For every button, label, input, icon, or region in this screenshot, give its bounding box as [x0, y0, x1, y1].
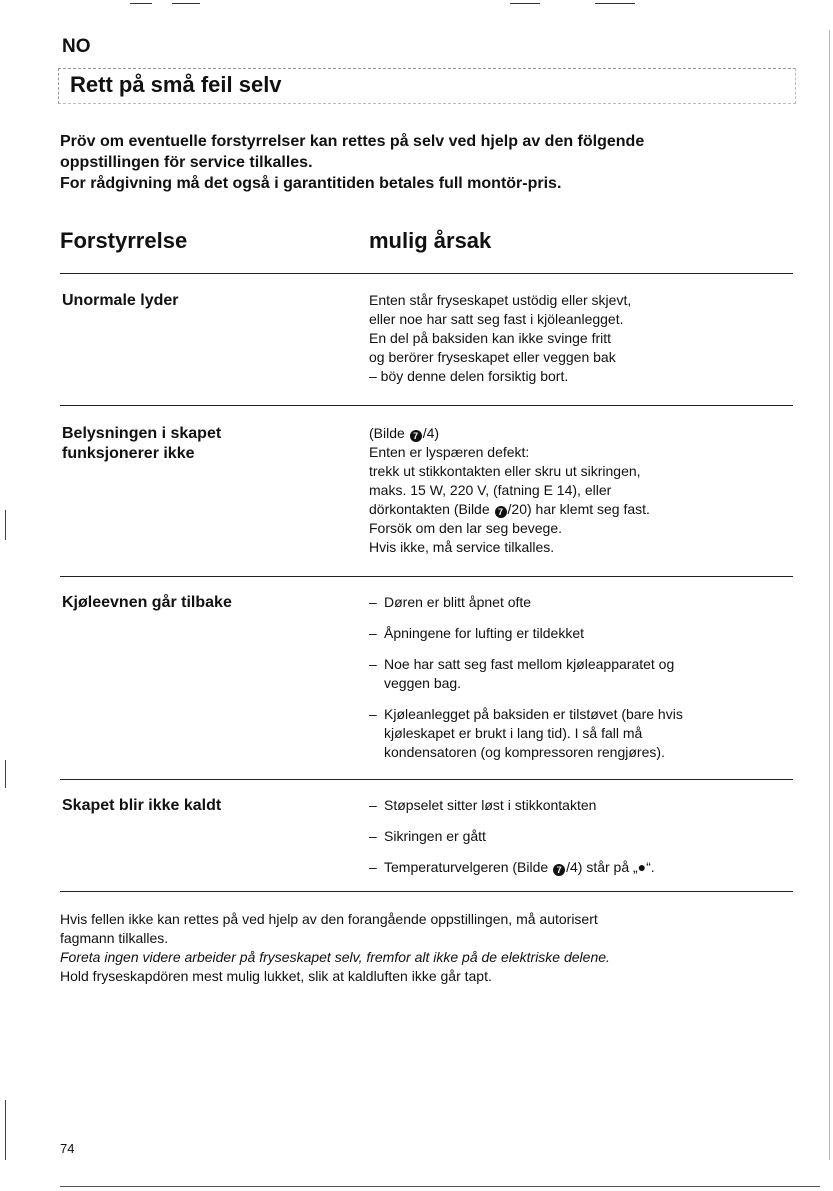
- scan-edge-left: [5, 510, 6, 540]
- scan-edge-bottom: [60, 1186, 820, 1187]
- intro-text: [60, 131, 800, 194]
- cause-line: trekk ut stikkontakten eller skru ut sikringen,: [369, 463, 641, 479]
- fault-label: [62, 593, 232, 613]
- fault-label-line: Kjøleevnen går tilbake: [62, 594, 232, 611]
- language-code: NO: [62, 36, 91, 57]
- cause-line: og berörer fryseskapet eller veggen bak: [369, 349, 616, 365]
- divider: [60, 576, 793, 577]
- figure-number-icon: 7: [495, 506, 507, 518]
- cause-line: En del på baksiden kan ikke svinge fritt: [369, 330, 612, 346]
- fault-label-line: Belysningen i skapet: [62, 425, 222, 442]
- divider: [60, 405, 793, 406]
- scan-edge-left-3: [5, 1100, 6, 1160]
- cause-line: Døren er blitt åpnet ofte: [384, 594, 532, 610]
- cause-text: [369, 424, 789, 557]
- cause-item: – Kjøleanlegget på baksiden er tilstøvet (bare hvis kjøleskapet er brukt i lang tid). I så fall må kondensatoren (og kompressoren rengjøres).: [369, 705, 789, 762]
- cause-line: Kjøleanlegget på baksiden er tilstøvet (bare hvis: [384, 706, 683, 722]
- fault-label-line: Skapet blir ikke kaldt: [62, 797, 222, 814]
- cause-item: – Åpningene for lufting er tildekket: [369, 624, 789, 643]
- divider: [60, 273, 793, 274]
- scan-edge-left-2: [5, 760, 6, 788]
- fault-label-line: Unormale lyder: [62, 292, 179, 309]
- cause-line: dörkontakten (Bilde 7 /20) har klemt seg fast.: [369, 501, 650, 517]
- column-heading-cause: mulig årsak: [369, 228, 492, 253]
- cause-item: – Sikringen er gått: [369, 827, 789, 846]
- cause-item: – Døren er blitt åpnet ofte: [369, 593, 789, 612]
- footer-notes: [60, 910, 800, 986]
- fault-label-line: funksjonerer ikke: [62, 445, 195, 462]
- cause-list: [369, 796, 789, 889]
- figure-number-icon: 7: [410, 430, 422, 442]
- footer-line: fagmann tilkalles.: [60, 930, 169, 946]
- footer-warning: Foreta ingen videre arbeider på fryseskapet selv, fremfor alt ikke på de elektriske delene.: [60, 949, 610, 965]
- figure-number-icon: 7: [553, 864, 565, 876]
- scan-edge-right: [829, 30, 830, 1160]
- cause-line: eller noe har satt seg fast i kjöleanlegget.: [369, 311, 624, 327]
- cause-line: (Bilde 7 /4): [369, 425, 440, 441]
- cause-line: veggen bag.: [384, 675, 462, 691]
- cause-line: Hvis ikke, må service tilkalles.: [369, 539, 555, 555]
- intro-line: Pröv om eventuelle forstyrrelser kan rettes på selv ved hjelp av den fölgende: [60, 133, 645, 150]
- page-title: Rett på små feil selv: [70, 72, 282, 97]
- column-heading-fault: Forstyrrelse: [60, 228, 188, 253]
- footer-line: Hvis fellen ikke kan rettes på ved hjelp av den forangående oppstillingen, må autorisert: [60, 911, 598, 927]
- cause-line: Støpselet sitter løst i stikkontakten: [384, 797, 597, 813]
- divider: [60, 779, 793, 780]
- page-number: 74: [60, 1141, 75, 1156]
- cause-item: – Noe har satt seg fast mellom kjøleapparatet og veggen bag.: [369, 655, 789, 693]
- cause-line: – böy denne delen forsiktig bort.: [369, 368, 569, 384]
- cause-line: Forsök om den lar seg bevege.: [369, 520, 562, 536]
- cause-line: Enten er lyspæren defekt:: [369, 444, 530, 460]
- cause-line: Åpningene for lufting er tildekket: [384, 625, 585, 641]
- cause-line: Noe har satt seg fast mellom kjøleapparatet og: [384, 656, 675, 672]
- cause-line: maks. 15 W, 220 V, (fatning E 14), eller: [369, 482, 612, 498]
- scan-edge-top-1: [130, 3, 152, 4]
- fault-label: [62, 424, 221, 464]
- scan-edge-top-2: [172, 3, 200, 4]
- scan-edge-top-3: [510, 3, 540, 4]
- cause-line: kondensatoren (og kompressoren rengjøres).: [384, 744, 665, 760]
- cause-line: Sikringen er gått: [384, 828, 486, 844]
- cause-line: Enten står fryseskapet ustödig eller skjevt,: [369, 292, 632, 308]
- intro-line: For rådgivning må det også i garantitiden betales full montör-pris.: [60, 175, 562, 192]
- divider: [60, 891, 793, 892]
- cause-line: kjøleskapet er brukt i lang tid). I så fall må: [384, 725, 643, 741]
- cause-line: Temperaturvelgeren (Bilde 7 /4) står på „●“.: [384, 859, 655, 875]
- intro-line: oppstillingen för service tilkalles.: [60, 154, 313, 171]
- cause-item: – Støpselet sitter løst i stikkontakten: [369, 796, 789, 815]
- footer-line: Hold fryseskapdören mest mulig lukket, slik at kaldluften ikke går tapt.: [60, 968, 492, 984]
- fault-label: [62, 291, 178, 311]
- cause-item: – Temperaturvelgeren (Bilde 7 /4) står på „●“.: [369, 858, 789, 877]
- cause-list: [369, 593, 789, 774]
- cause-text: [369, 291, 789, 386]
- fault-label: [62, 796, 221, 816]
- scan-edge-top-4: [595, 3, 635, 4]
